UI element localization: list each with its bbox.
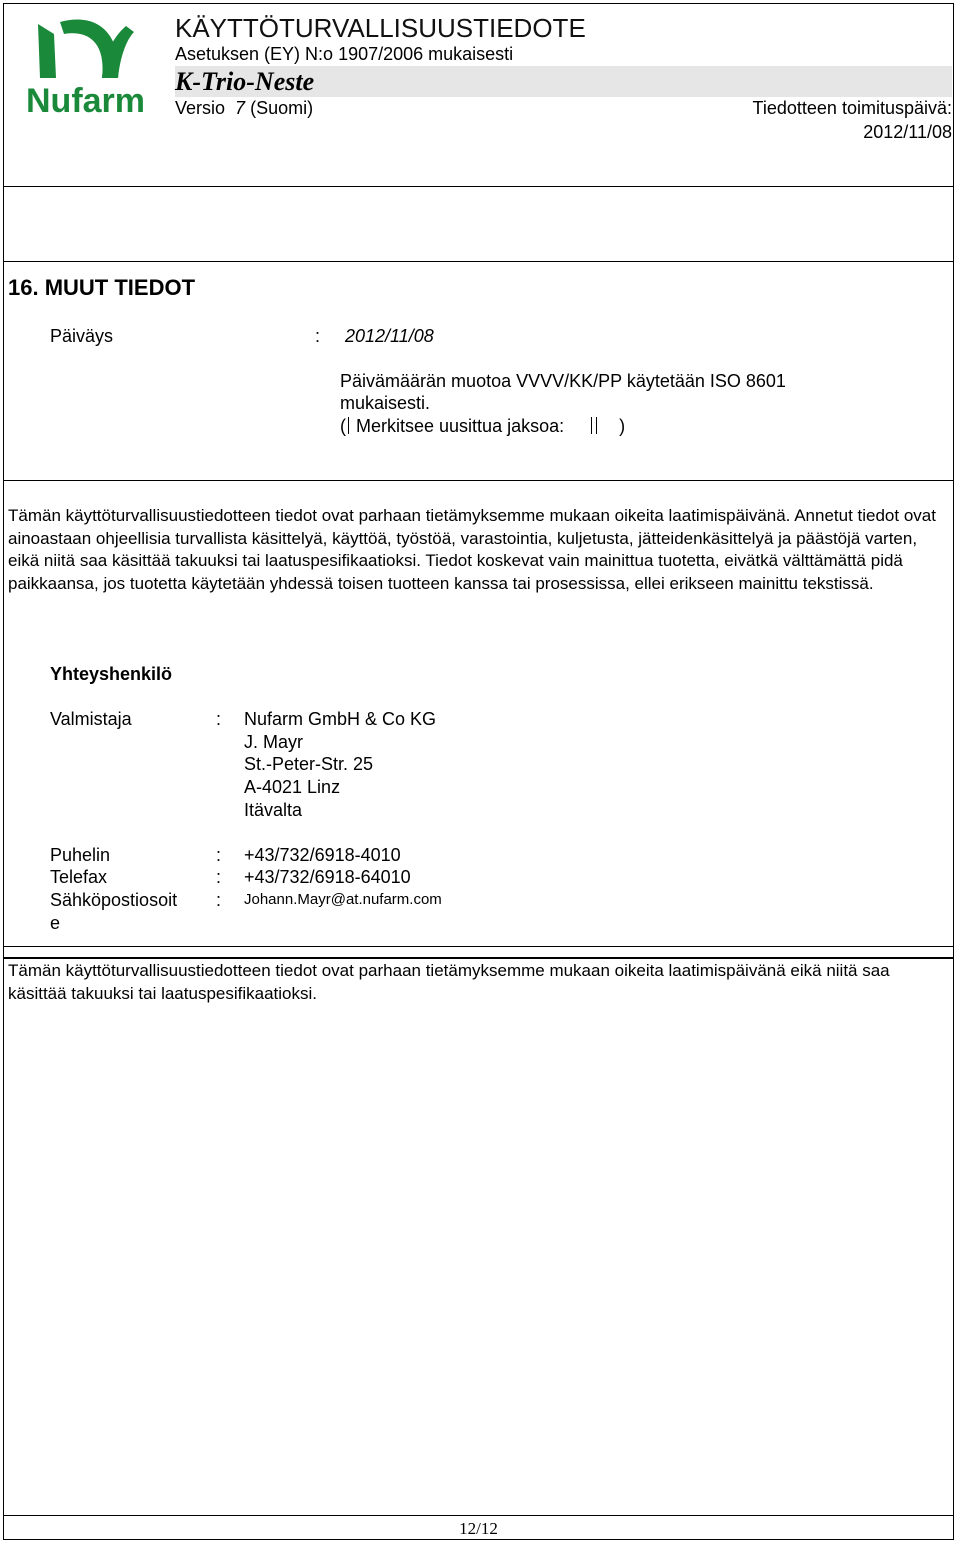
revision-note: [340, 415, 625, 437]
version-number: 7: [235, 98, 246, 118]
date-format-line-2: mukaisesti.: [340, 393, 431, 413]
contact-person: J. Mayr: [244, 732, 304, 752]
fax-label: Telefax: [50, 867, 108, 887]
email-label-line-2: e: [50, 913, 61, 933]
product-name: K-Trio-Neste: [175, 67, 315, 96]
document-title: KÄYTTÖTURVALLISUUSTIEDOTE: [175, 13, 586, 43]
email-colon: :: [216, 890, 222, 910]
manufacturer-name: Nufarm GmbH & Co KG: [244, 709, 437, 729]
revision-bar: [596, 417, 597, 434]
manufacturer-label: Valmistaja: [50, 709, 132, 729]
revision-close: ): [619, 416, 626, 436]
logo-wordmark: Nufarm: [26, 82, 146, 118]
email-link[interactable]: Johann.Mayr@at.nufarm.com: [244, 891, 442, 908]
contact-rule-1: [3, 946, 954, 947]
address-street: St.-Peter-Str. 25: [244, 754, 374, 774]
version-line: [175, 97, 313, 119]
date-format-line-1: Päivämäärän muotoa VVVV/KK/PP käytetään ISO 8601: [340, 371, 786, 391]
fax-colon: :: [216, 867, 222, 887]
header-rule: [3, 186, 954, 187]
issue-date: 2012/11/08: [863, 122, 952, 142]
contact-rule-2: [3, 957, 954, 959]
page-frame: [3, 3, 954, 1540]
phone-value: +43/732/6918-4010: [244, 845, 401, 865]
footer-disclaimer: Tämän käyttöturvallisuustiedotteen tiedot ovat parhaan tietämyksemme mukaan oikeita laatimispäivänä eikä niitä saa käsittää takuuksi tai laatuspesifikaatioksi.: [8, 961, 890, 1003]
page-footer: [3, 1515, 954, 1540]
address-country: Itävalta: [244, 800, 303, 820]
phone-colon: :: [216, 845, 222, 865]
version-label: Versio: [175, 98, 226, 118]
revision-text: Merkitsee uusittua jaksoa:: [356, 416, 565, 436]
contact-heading: Yhteyshenkilö: [50, 664, 173, 684]
address-city: A-4021 Linz: [244, 777, 341, 797]
email-label-line-1: Sähköpostiosoit: [50, 890, 178, 910]
fax-value: +43/732/6918-64010: [244, 867, 411, 887]
date-value: 2012/11/08: [345, 326, 434, 346]
page-number: 12/12: [459, 1519, 498, 1538]
revision-bar: [348, 417, 349, 434]
disclaimer-paragraph: Tämän käyttöturvallisuustiedotteen tiedot ovat parhaan tietämyksemme mukaan oikeita laatimispäivänä. Annetut tiedot ovat ainoastaan ohjeellisia turvallista käsittelyä, käyttöä, työstöä, varastointia, kuljetusta, jätteidenkäsittelyä ja päästöjä varten, eikä niitä saa käsittää takuuksi tai laatuspesifikaatioksi. Tiedot koskevat vain mainittua tuotetta, eivätkä välttämättä pidä paikkaansa, jos tuotetta käytetään yhdessä toisen tuotteen kanssa tai prosessissa, ellei erikseen mainittu tekstissä.: [8, 506, 936, 593]
manufacturer-colon: :: [216, 709, 222, 729]
regulation-line: Asetuksen (EY) N:o 1907/2006 mukaisesti: [175, 44, 514, 64]
issue-date-label: Tiedotteen toimituspäivä:: [752, 98, 952, 118]
phone-label: Puhelin: [50, 845, 111, 865]
revision-bar: [591, 417, 592, 434]
date-label: Päiväys: [50, 326, 114, 346]
nufarm-logo: [26, 18, 146, 118]
footer-rule: [3, 1515, 954, 1516]
date-colon: :: [315, 326, 321, 346]
disclaimer-rule: [3, 480, 954, 481]
version-language: (Suomi): [250, 98, 314, 118]
revision-open: (: [340, 416, 346, 436]
section-title: 16. MUUT TIEDOT: [8, 275, 196, 300]
section-rule: [3, 261, 954, 262]
